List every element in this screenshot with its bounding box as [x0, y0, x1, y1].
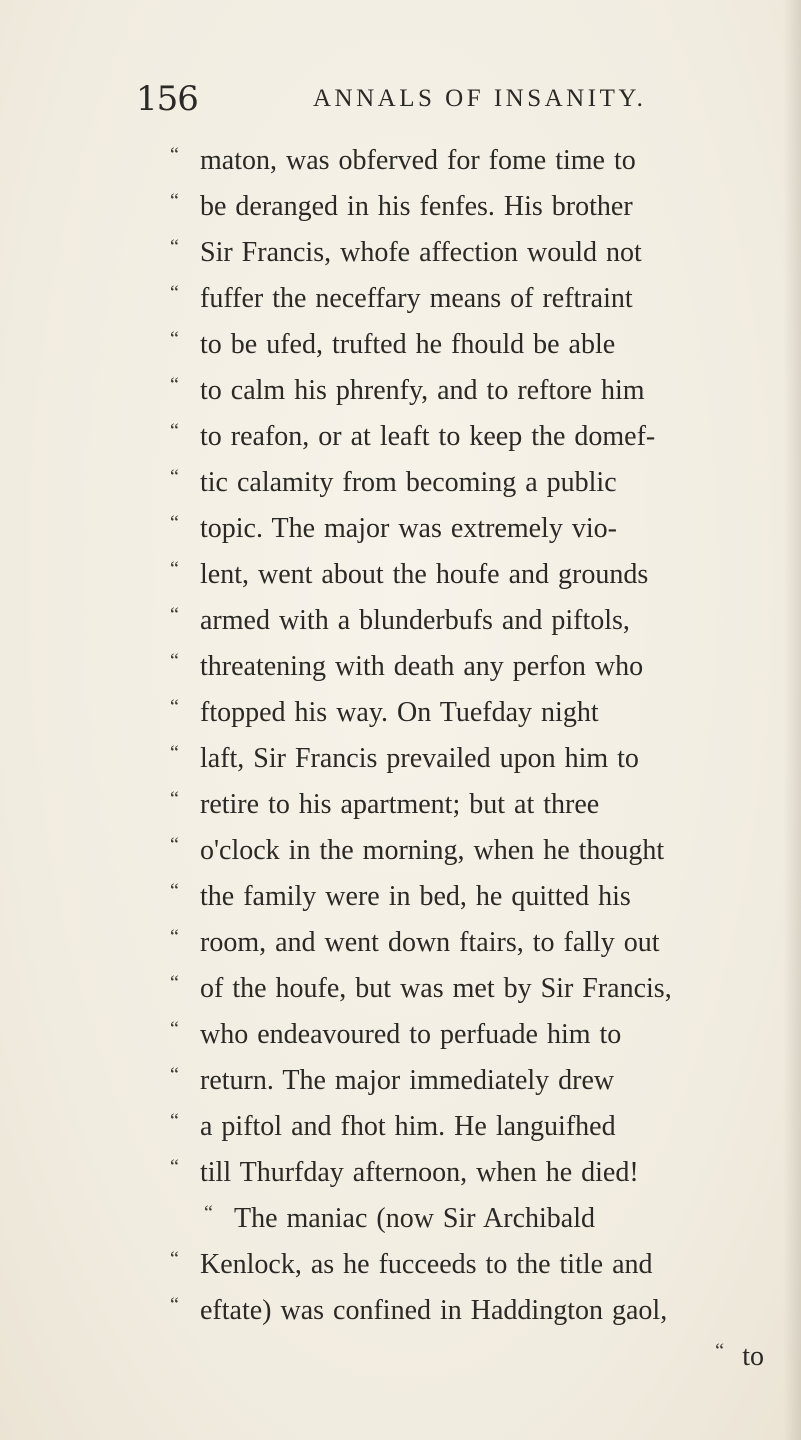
opening-quote-mark: “: [170, 282, 179, 304]
line-text: of the houfe, but was met by Sir Francis,: [200, 973, 672, 1004]
catchword: to: [742, 1341, 764, 1372]
text-line: [170, 920, 766, 966]
text-line: [170, 138, 766, 184]
opening-quote-mark: “: [170, 558, 179, 580]
body-text: [170, 138, 766, 1380]
line-text: maton, was obferved for fome time to: [200, 145, 636, 176]
page-header: [136, 74, 696, 124]
text-line: [170, 506, 766, 552]
line-text: to calm his phrenfy, and to reftore him: [200, 375, 645, 406]
text-line: [170, 966, 766, 1012]
text-line: [170, 1104, 766, 1150]
text-line: [170, 690, 766, 736]
text-line: [170, 276, 766, 322]
opening-quote-mark: “: [170, 144, 179, 166]
text-line: [170, 1012, 766, 1058]
opening-quote-mark: “: [715, 1340, 724, 1362]
line-text: Sir Francis, whofe affection would not: [200, 237, 642, 268]
line-text: till Thurfday afternoon, when he died!: [200, 1157, 639, 1188]
text-line: [170, 874, 766, 920]
line-text: laft, Sir Francis prevailed upon him to: [200, 743, 639, 774]
text-line: [170, 460, 766, 506]
opening-quote-mark: “: [170, 236, 179, 258]
opening-quote-mark: “: [170, 1064, 179, 1086]
line-text: topic. The major was extremely vio-: [200, 513, 617, 544]
opening-quote-mark: “: [170, 788, 179, 810]
opening-quote-mark: “: [170, 1294, 179, 1316]
text-line: [170, 230, 766, 276]
line-text: tic calamity from becoming a public: [200, 467, 617, 498]
line-text: room, and went down ftairs, to fally out: [200, 927, 660, 958]
opening-quote-mark: “: [170, 1110, 179, 1132]
catchword-line: [190, 1334, 766, 1380]
opening-quote-mark: “: [170, 512, 179, 534]
opening-quote-mark: “: [170, 926, 179, 948]
opening-quote-mark: “: [170, 1248, 179, 1270]
text-line: [170, 598, 766, 644]
opening-quote-mark: “: [170, 374, 179, 396]
text-line: [170, 552, 766, 598]
text-line: [170, 1288, 766, 1334]
text-line: [170, 828, 766, 874]
opening-quote-mark: “: [170, 190, 179, 212]
running-head: ANNALS OF INSANITY.: [313, 85, 647, 112]
text-line: [170, 782, 766, 828]
line-text: to reafon, or at leaft to keep the domef-: [200, 421, 656, 452]
opening-quote-mark: “: [170, 1018, 179, 1040]
line-text: threatening with death any perfon who: [200, 651, 644, 682]
text-line: [170, 1058, 766, 1104]
line-text: ftopped his way. On Tuefday night: [200, 697, 599, 728]
text-line: [170, 368, 766, 414]
text-line: [170, 414, 766, 460]
line-text: lent, went about the houfe and grounds: [200, 559, 649, 590]
line-text: fuffer the neceffary means of reftraint: [200, 283, 633, 314]
text-line-paragraph-start: [190, 1196, 766, 1242]
line-text: eftate) was confined in Haddington gaol,: [200, 1295, 668, 1326]
line-text: the family were in bed, he quitted his: [200, 881, 631, 912]
text-line: [170, 1242, 766, 1288]
opening-quote-mark: “: [170, 466, 179, 488]
text-line: [170, 736, 766, 782]
line-text: Kenlock, as he fucceeds to the title and: [200, 1249, 653, 1280]
line-text: armed with a blunderbufs and piftols,: [200, 605, 630, 636]
opening-quote-mark: “: [170, 742, 179, 764]
opening-quote-mark: “: [170, 696, 179, 718]
opening-quote-mark: “: [170, 834, 179, 856]
opening-quote-mark: “: [170, 1156, 179, 1178]
line-text: to be ufed, trufted he fhould be able: [200, 329, 616, 360]
line-text: retire to his apartment; but at three: [200, 789, 600, 820]
opening-quote-mark: “: [170, 328, 179, 350]
opening-quote-mark: “: [170, 420, 179, 442]
line-text: be deranged in his fenfes. His brother: [200, 191, 633, 222]
line-text: o'clock in the morning, when he thought: [200, 835, 665, 866]
opening-quote-mark: “: [170, 604, 179, 626]
line-text: The maniac (now Sir Archibald: [234, 1203, 596, 1234]
text-line: [170, 322, 766, 368]
page-edge-shadow: [783, 0, 801, 1440]
opening-quote-mark: “: [170, 972, 179, 994]
line-text: a piftol and fhot him. He languifhed: [200, 1111, 616, 1142]
opening-quote-mark: “: [204, 1202, 213, 1224]
opening-quote-mark: “: [170, 650, 179, 672]
page-number: 156: [136, 79, 198, 119]
text-line: [170, 644, 766, 690]
line-text: return. The major immediately drew: [200, 1065, 615, 1096]
opening-quote-mark: “: [170, 880, 179, 902]
text-line: [170, 184, 766, 230]
line-text: who endeavoured to perfuade him to: [200, 1019, 622, 1050]
text-line: [170, 1150, 766, 1196]
